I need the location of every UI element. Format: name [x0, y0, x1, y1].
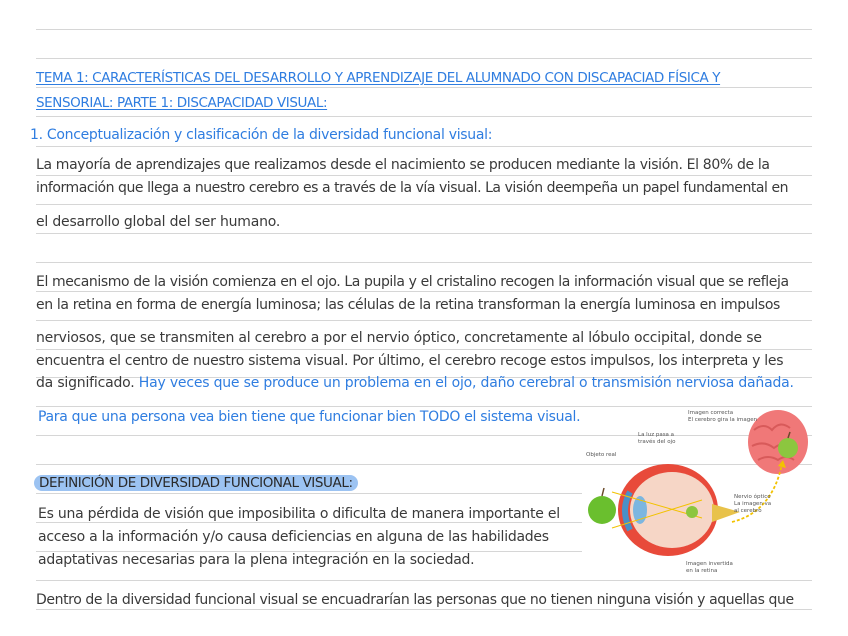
paragraph-line: La mayoría de aprendizajes que realizamos desde el nacimiento se producen mediante la visión. El 80% de la — [36, 157, 770, 173]
label-inverted-2: en la retina — [686, 568, 718, 574]
label-nerve-1: Nervio óptico — [734, 494, 771, 500]
ruled-line — [36, 609, 812, 610]
highlighted-heading: DEFINICIÓN DE DIVERSIDAD FUNCIONAL VISUAL: — [34, 475, 358, 491]
definition-line: adaptativas necesarias para la plena integración en la sociedad. — [38, 552, 475, 568]
note-text: Para que una persona vea bien tiene que funcionar bien TODO el sistema visual. — [38, 409, 581, 425]
ruled-line — [36, 262, 812, 263]
ruled-line — [36, 349, 812, 350]
ruled-line — [36, 87, 812, 88]
ruled-line — [36, 291, 812, 292]
label-nerve-3: al cerebro — [734, 508, 762, 514]
paragraph-line: en la retina en forma de energía luminosa; las células de la retina transforman la energía luminosa en impulsos — [36, 297, 780, 313]
ruled-line — [36, 116, 812, 117]
page-title-line-2: SENSORIAL: PARTE 1: DISCAPACIDAD VISUAL: — [36, 95, 328, 111]
definition-line: acceso a la información y/o causa deficiencias en alguna de las habilidades — [38, 529, 549, 545]
definition-heading — [34, 475, 358, 491]
paragraph-highlight-text: Hay veces que se produce un problema en el ojo, daño cerebral o transmisión nerviosa dañada. — [138, 375, 794, 391]
label-light-1: La luz pasa a — [638, 432, 675, 438]
label-object: Objeto real — [586, 452, 617, 458]
ruled-line — [36, 146, 812, 147]
label-inverted-1: Imagen invertida — [686, 561, 733, 567]
paragraph-line: encuentra el centro de nuestro sistema visual. Por último, el cerebro recoge estos impulsos, los interpreta y les — [36, 353, 784, 369]
paragraph-line: el desarrollo global del ser humano. — [36, 214, 281, 230]
label-light-2: través del ojo — [638, 439, 676, 445]
ruled-line — [36, 29, 812, 30]
ruled-line — [36, 493, 582, 494]
label-corrected-1: Imagen correcta — [688, 410, 734, 416]
ruled-line — [36, 522, 582, 523]
label-corrected-2: El cerebro gira la imagen — [688, 417, 758, 423]
eye-vision-diagram — [582, 400, 808, 580]
paragraph-line: Dentro de la diversidad funcional visual se encuadrarían las personas que no tienen ninguna visión y aquellas que — [36, 592, 794, 608]
apple-illustration — [588, 488, 616, 524]
ruled-line — [36, 175, 812, 176]
paragraph-line: nerviosos, que se transmiten al cerebro a por el nervio óptico, concretamente al lóbulo occipital, donde se — [36, 330, 762, 346]
section-heading: 1. Conceptualización y clasificación de la diversidad funcional visual: — [30, 127, 493, 143]
ruled-line — [36, 233, 812, 234]
paragraph-text: da significado. — [36, 375, 135, 391]
ruled-line — [36, 58, 812, 59]
paragraph-line: información que llega a nuestro cerebro es a través de la vía visual. La visión deempeña un papel fundamental en — [36, 180, 789, 196]
ruled-line — [36, 580, 812, 581]
eye-diagram-svg — [582, 400, 808, 580]
label-nerve-2: La imagen va — [734, 501, 772, 507]
ruled-line — [36, 320, 812, 321]
eyeball-illustration — [612, 464, 740, 556]
paragraph-line — [36, 375, 794, 391]
definition-line: Es una pérdida de visión que imposibilita o dificulta de manera importante el — [38, 506, 560, 522]
ruled-line — [36, 204, 812, 205]
page-title-line-1: TEMA 1: CARACTERÍSTICAS DEL DESARROLLO Y APRENDIZAJE DEL ALUMNADO CON DISCAPACIAD FÍSICA Y — [36, 70, 721, 86]
paragraph-line: El mecanismo de la visión comienza en el ojo. La pupila y el cristalino recogen la información visual que se refleja — [36, 274, 789, 290]
